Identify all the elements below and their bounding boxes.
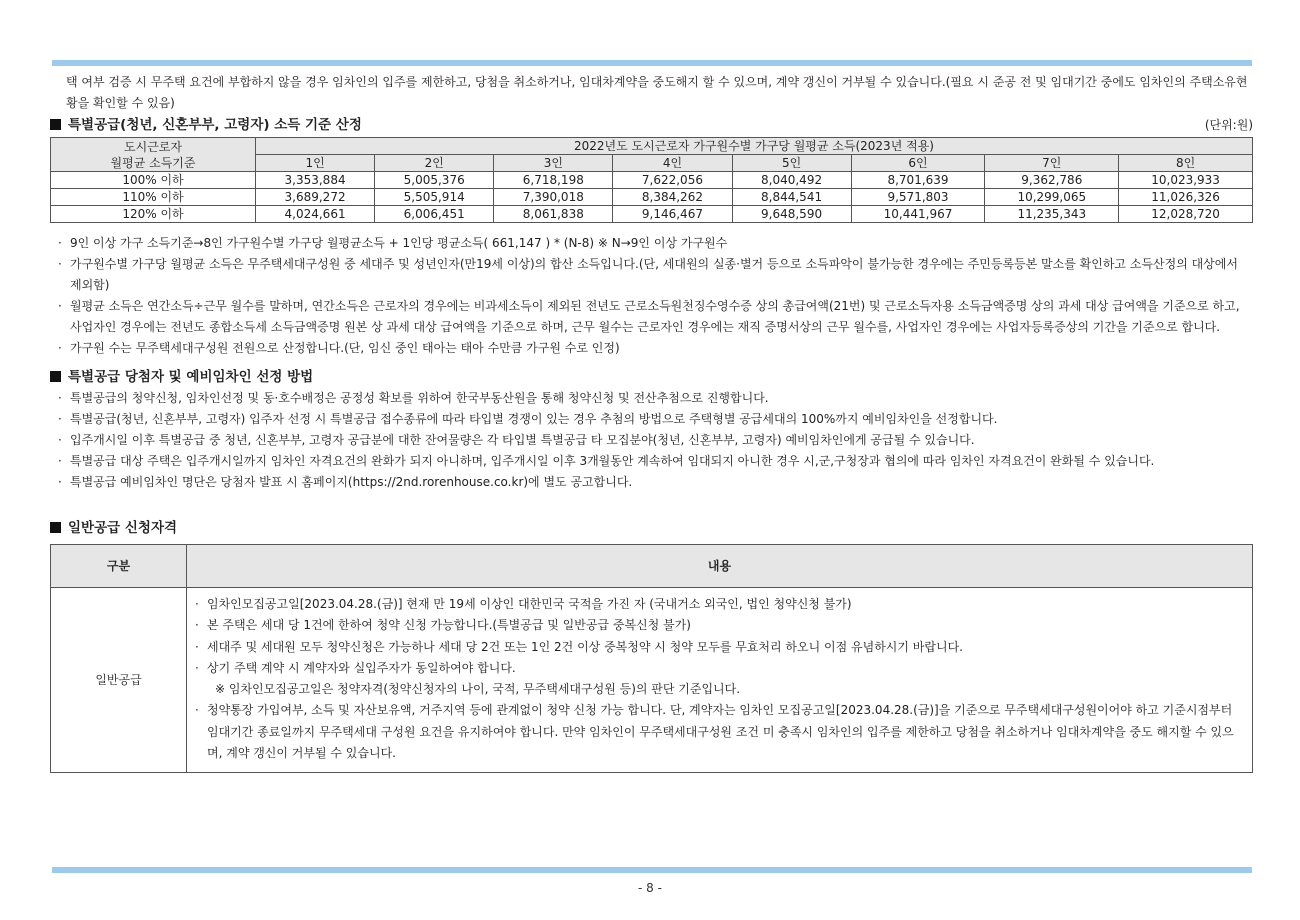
column-header: 4인: [613, 155, 732, 172]
bullet-dot: ·: [58, 257, 62, 271]
table-cell: 9,648,590: [732, 206, 851, 223]
row-label: 100% 이하: [51, 172, 256, 189]
table-cell: 6,718,198: [494, 172, 613, 189]
row-label: 120% 이하: [51, 206, 256, 223]
bullet-dot: ·: [58, 299, 62, 313]
column-header: 7인: [985, 155, 1119, 172]
list-item: · 청약통장 가입여부, 소득 및 자산보유액, 거주지역 등에 관계없이 청약 신청 가능 합니다. 단, 계약자는 임차인 모집공고일[2023.04.28.(금)]을 기준으로 무주택세대구성원이어야 하고 기준시점부터 임대기간 종료일까지 무주택세대 구성원 요건을 유지하여야 합니다. 만약 임차인이 무주택세대구성원 조건 미 충족시 임차인의 입주를 제한하고 당첨을 취소하거나 임대차계약을 중도 해지할 수 있으며, 계약 갱신이 거부될 수 있습니다.: [195, 700, 1244, 764]
section-title: 일반공급 신청자격: [68, 520, 178, 536]
bullet-dot: ·: [195, 703, 199, 718]
selection-notes-list: [50, 388, 1253, 493]
section-heading-selection: [50, 366, 1253, 388]
list-item: · 가구원수별 가구당 월평균 소득은 무주택세대구성원 중 세대주 및 성년인자(만19세 이상)의 합산 소득입니다.(단, 세대원의 실종·별거 등으로 소득파악이 불가능한 경우에는 주민등록등본 말소를 확인하고 소득산정의 대상에서 제외함): [50, 254, 1253, 296]
general-supply-table: [50, 544, 1253, 773]
list-item: · 본 주택은 세대 당 1건에 한하여 청약 신청 가능합니다.(특별공급 및 일반공급 중복신청 불가): [195, 615, 1244, 636]
section-heading-general: [50, 517, 1253, 539]
unit-label: (단위:원): [1204, 118, 1253, 132]
list-item: · 특별공급(청년, 신혼부부, 고령자) 입주자 선정 시 특별공급 접수종류에 따라 타입별 경쟁이 있는 경우 추첨의 방법으로 주택형별 공급세대의 100%까지 예비임차인을 선정합니다.: [50, 409, 1253, 430]
bullet-dot: ·: [58, 391, 62, 405]
column-header: 8인: [1119, 155, 1253, 172]
table-cell: 7,622,056: [613, 172, 732, 189]
list-item: · 임차인모집공고일[2023.04.28.(금)] 현재 만 19세 이상인 대한민국 국적을 가진 자 (국내거소 외국인, 법인 청약신청 불가): [195, 594, 1244, 615]
table-cell: 10,441,967: [851, 206, 985, 223]
income-table: [50, 137, 1253, 223]
bullet-dot: ·: [195, 639, 199, 654]
table-cell: 10,299,065: [985, 189, 1119, 206]
bottom-divider-bar: [52, 867, 1252, 873]
column-header: 3인: [494, 155, 613, 172]
page-content: [50, 72, 1253, 773]
bullet-dot: ·: [195, 660, 199, 675]
table-cell: 3,353,884: [256, 172, 375, 189]
square-bullet-icon: [50, 522, 61, 533]
row-header-line1: 도시근로자: [124, 139, 182, 154]
row-label: 일반공급: [51, 588, 187, 773]
list-item: · 상기 주택 계약 시 계약자와 실입주자가 동일하여야 합니다.: [195, 658, 1244, 679]
table-cell: 5,505,914: [375, 189, 494, 206]
list-item: · 가구원 수는 무주택세대구성원 전원으로 산정합니다.(단, 임신 중인 태아는 태아 수만큼 가구원 수로 인정): [50, 338, 1253, 359]
table-cell: 8,384,262: [613, 189, 732, 206]
table-cell: 11,235,343: [985, 206, 1119, 223]
table-cell: 8,040,492: [732, 172, 851, 189]
intro-paragraph: 택 여부 검증 시 무주택 요건에 부합하지 않을 경우 임차인의 입주를 제한하고, 당첨을 취소하거나, 임대차계약을 중도해지 할 수 있으며, 계약 갱신이 거부될 수 있습니다.(필요 시 준공 전 및 임대기간 중에도 임차인의 주택소유현황을 확인할 수 있음): [66, 75, 1248, 110]
table-cell: 5,005,376: [375, 172, 494, 189]
table-row: [51, 206, 1253, 223]
list-item: · 입주개시일 이후 특별공급 중 청년, 신혼부부, 고령자 공급분에 대한 잔여물량은 각 타입별 특별공급 타 모집분야(청년, 신혼부부, 고령자) 예비임차인에게 공급될 수 있습니다.: [50, 430, 1253, 451]
column-header: 1인: [256, 155, 375, 172]
bullet-dot: ·: [195, 597, 199, 611]
table-row: [51, 172, 1253, 189]
list-item: · 월평균 소득은 연간소득÷근무 월수를 말하며, 연간소득은 근로자의 경우에는 비과세소득이 제외된 전년도 근로소득원천징수영수증 상의 총급여액(21번) 및 근로소득자용 소득금액증명 상의 과세 대상 급여액을 기준으로 하고, 사업자인 경우에는 전년도 종합소득세 소득금액증명 원본 상 과세 대상 급여액을 기준으로 하며, 근무 월수는 근로자인 경우에는 재직 증명서상의 근무 월수를, 사업자인 경우에는 사업자등록증상의 기간을 기준으로 합니다.: [50, 296, 1253, 338]
section-heading-income: [50, 114, 1253, 136]
table-cell: 3,689,272: [256, 189, 375, 206]
bullet-dot: ·: [58, 454, 62, 468]
income-table-row-header: [51, 138, 256, 172]
table-cell: 12,028,720: [1119, 206, 1253, 223]
table-cell: 4,024,661: [256, 206, 375, 223]
list-item: · 특별공급 예비임차인 명단은 당첨자 발표 시 홈페이지(https://2nd.rorenhouse.co.kr)에 별도 공고합니다.: [50, 472, 1253, 493]
income-table-group-header: 2022년도 도시근로자 가구원수별 가구당 월평균 소득(2023년 적용): [256, 138, 1253, 155]
bullet-dot: ·: [58, 433, 62, 447]
table-cell: 6,006,451: [375, 206, 494, 223]
note-text: ※ 임차인모집공고일은 청약자격(청약신청자의 나이, 국적, 무주택세대구성원 등)의 판단 기준입니다.: [215, 682, 741, 697]
column-header: 2인: [375, 155, 494, 172]
table-cell: 8,701,639: [851, 172, 985, 189]
page-number: - 8 -: [638, 881, 662, 895]
table-cell: 7,390,018: [494, 189, 613, 206]
table-cell: 9,571,803: [851, 189, 985, 206]
table-cell: 9,362,786: [985, 172, 1119, 189]
table-cell: 8,844,541: [732, 189, 851, 206]
bullet-dot: ·: [195, 618, 199, 633]
section-title: 특별공급(청년, 신혼부부, 고령자) 소득 기준 산정: [68, 117, 362, 133]
top-divider-bar: [52, 60, 1252, 66]
income-notes-list: [50, 233, 1253, 359]
list-item: · 세대주 및 세대원 모두 청약신청은 가능하나 세대 당 2건 또는 1인 2건 이상 중복청약 시 청약 모두를 무효처리 하오니 이점 유념하시기 바랍니다.: [195, 637, 1244, 658]
bullet-dot: ·: [58, 475, 62, 489]
list-item: · 9인 이상 가구 소득기준→8인 가구원수별 가구당 월평균소득 + 1인당 평균소득( 661,147 ) * (N-8) ※ N→9인 이상 가구원수: [50, 233, 1253, 254]
column-header: 6인: [851, 155, 985, 172]
bullet-dot: ·: [58, 236, 62, 250]
row-header-line2: 월평균 소득기준: [110, 155, 196, 170]
list-item: · 특별공급의 청약신청, 임차인선정 및 동·호수배정은 공정성 확보를 위하여 한국부동산원을 통해 청약신청 및 전산추첨으로 진행합니다.: [50, 388, 1253, 409]
column-header: 5인: [732, 155, 851, 172]
section-title: 특별공급 당첨자 및 예비임차인 선정 방법: [68, 369, 314, 385]
table-cell: 8,061,838: [494, 206, 613, 223]
list-item: · 특별공급 대상 주택은 입주개시일까지 임차인 자격요건의 완화가 되지 아니하며, 입주개시일 이후 3개월동안 계속하여 임대되지 아니한 경우 시,군,구청장과 협의에 따라 임차인 자격요건이 완화될 수 있습니다.: [50, 451, 1253, 472]
bullet-dot: ·: [58, 412, 62, 426]
column-header-content: 내용: [187, 545, 1253, 588]
column-header-category: 구분: [51, 545, 187, 588]
table-cell: 9,146,467: [613, 206, 732, 223]
square-bullet-icon: [50, 119, 61, 130]
square-bullet-icon: [50, 371, 61, 382]
row-label: 110% 이하: [51, 189, 256, 206]
table-cell: 10,023,933: [1119, 172, 1253, 189]
table-row: [51, 189, 1253, 206]
table-cell: 11,026,326: [1119, 189, 1253, 206]
table-row: [51, 588, 1253, 773]
bullet-dot: ·: [58, 341, 62, 355]
general-supply-content: [187, 588, 1253, 773]
